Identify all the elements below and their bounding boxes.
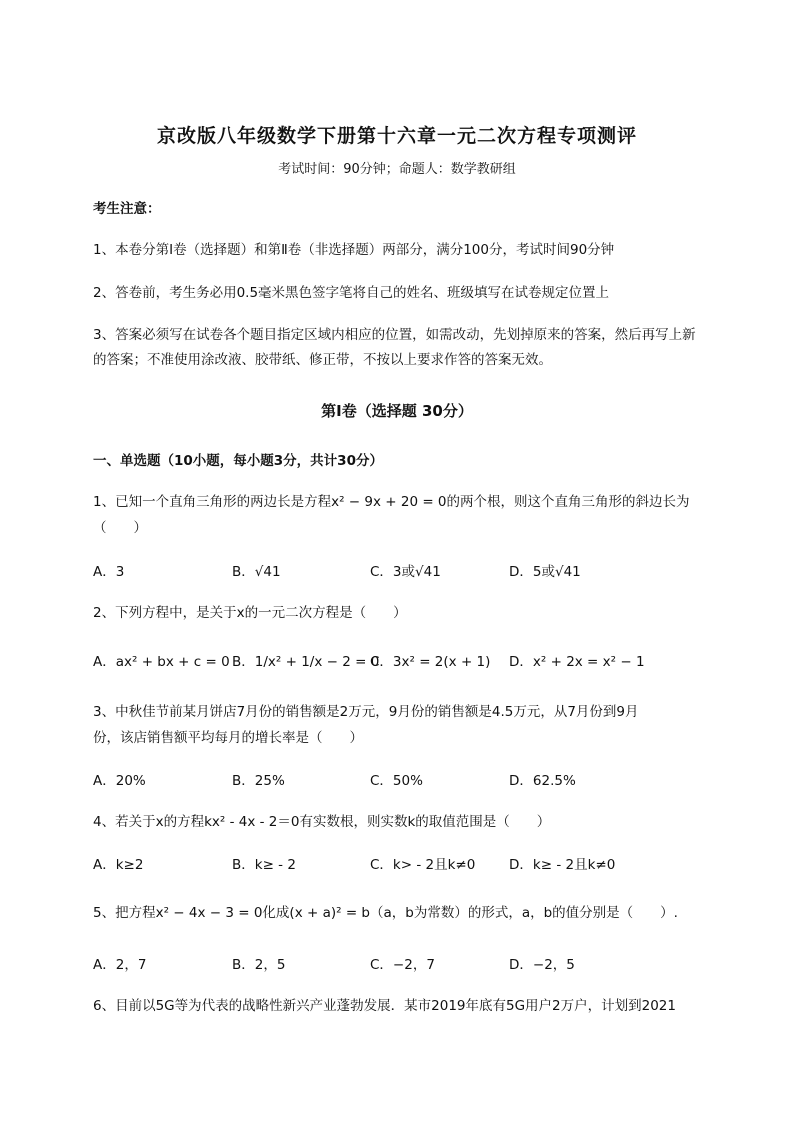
question-6-stem: 6、目前以5G等为代表的战略性新兴产业蓬勃发展．某市2019年底有5G用户2万户，计划到2021	[93, 998, 676, 1014]
question-1-options	[93, 562, 733, 582]
question-1-stem-continued: （ ）	[93, 520, 147, 536]
question-1-option-c[interactable]: C．3或√41	[370, 564, 441, 580]
question-1-option-a[interactable]: A．3	[93, 564, 125, 580]
question-5-options	[93, 955, 733, 975]
question-3-stem-continued: 份，该店销售额平均每月的增长率是（ ）	[93, 730, 363, 746]
question-2-option-a[interactable]: A．ax² + bx + c = 0	[93, 654, 230, 670]
question-3-option-b[interactable]: B．25%	[232, 773, 285, 789]
exam-subtitle: 考试时间：90分钟；命题人：数学教研组	[278, 162, 516, 177]
question-4-stem: 4、若关于x的方程kx² - 4x - 2＝0有实数根，则实数k的取值范围是（ ）	[93, 814, 551, 830]
question-3-option-d[interactable]: D．62.5%	[509, 773, 576, 789]
question-1-stem: 1、已知一个直角三角形的两边长是方程x² − 9x + 20 = 0的两个根，则这个直角三角形的斜边长为	[93, 494, 690, 510]
notice-heading: 考生注意：	[93, 201, 161, 217]
question-5-option-a[interactable]: A．2，7	[93, 957, 147, 973]
question-2-option-b[interactable]: B．1/x² + 1/x − 2 = 0	[232, 654, 380, 670]
question-4-options	[93, 855, 733, 875]
question-1-option-d[interactable]: D．5或√41	[509, 564, 581, 580]
exam-title: 京改版八年级数学下册第十六章一元二次方程专项测评	[156, 125, 637, 147]
question-3-option-c[interactable]: C．50%	[370, 773, 423, 789]
question-2-stem: 2、下列方程中，是关于x的一元二次方程是（ ）	[93, 605, 407, 621]
question-3-stem: 3、中秋佳节前某月饼店7月份的销售额是2万元，9月份的销售额是4.5万元，从7月份到9月	[93, 704, 639, 720]
question-1-option-b[interactable]: B．√41	[232, 564, 281, 580]
question-5-option-b[interactable]: B．2，5	[232, 957, 286, 973]
question-5-option-d[interactable]: D．−2，5	[509, 957, 575, 973]
notice-item-2: 2、答卷前，考生务必用0.5毫米黑色签字笔将自己的姓名、班级填写在试卷规定位置上	[93, 285, 610, 301]
notice-item-3: 3、答案必须写在试卷各个题目指定区域内相应的位置，如需改动，先划掉原来的答案，然后再写上新	[93, 327, 696, 343]
question-3-option-a[interactable]: A．20%	[93, 773, 146, 789]
question-4-option-b[interactable]: B．k≥ - 2	[232, 857, 296, 873]
question-2-option-d[interactable]: D．x² + 2x = x² − 1	[509, 654, 645, 670]
question-4-option-c[interactable]: C．k> - 2且k≠0	[370, 857, 476, 873]
question-3-options	[93, 771, 733, 791]
question-5-option-c[interactable]: C．−2，7	[370, 957, 435, 973]
question-5-stem: 5、把方程x² − 4x − 3 = 0化成(x + a)² = b（a，b为常数）的形式，a，b的值分别是（ ）.	[93, 905, 678, 921]
question-4-option-a[interactable]: A．k≥2	[93, 857, 144, 873]
notice-item-3-continued: 的答案；不准使用涂改液、胶带纸、修正带，不按以上要求作答的答案无效。	[93, 352, 552, 368]
question-2-option-c[interactable]: C．3x² = 2(x + 1)	[370, 654, 491, 670]
notice-item-1: 1、本卷分第I卷（选择题）和第Ⅱ卷（非选择题）两部分，满分100分，考试时间90分钟	[93, 242, 615, 258]
question-4-option-d[interactable]: D．k≥ - 2且k≠0	[509, 857, 616, 873]
section-title: 第I卷（选择题 30分）	[321, 402, 473, 420]
question-2-options	[93, 652, 733, 672]
part-heading: 一、单选题（10小题，每小题3分，共计30分）	[93, 453, 383, 469]
